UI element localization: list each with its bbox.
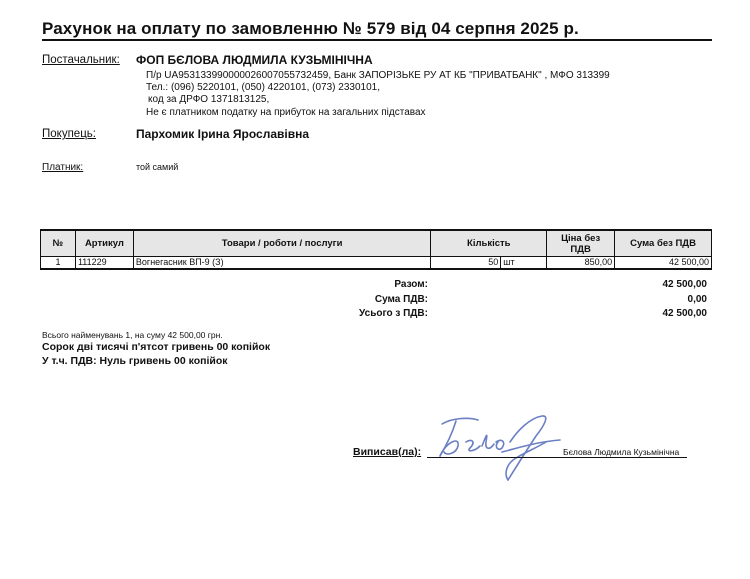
- col-header-article: Артикул: [75, 230, 133, 257]
- row-qty: 50: [431, 257, 501, 270]
- items-table: [40, 229, 712, 270]
- total-value: 42 500,00: [662, 279, 707, 290]
- table-header-row: [41, 230, 712, 257]
- row-article: 111229: [75, 257, 133, 270]
- row-goods-name: Вогнегасник ВП-9 (З): [133, 257, 430, 270]
- payer-label: Платник:: [42, 162, 84, 173]
- supplier-account: П/р UA953133990000026007055732459, Банк ЗАПОРІЗЬКЕ РУ АТ КБ "ПРИВАТБАНК" , МФО 313399: [146, 70, 610, 81]
- supplier-name: ФОП БЄЛОВА ЛЮДМИЛА КУЗЬМІНІЧНА: [136, 53, 373, 67]
- row-price: 850,00: [547, 257, 615, 270]
- table-row: [41, 257, 712, 270]
- row-sum: 42 500,00: [615, 257, 712, 270]
- invoice-title: Рахунок на оплату по замовленню № 579 від 04 серпня 2025 р.: [42, 19, 579, 38]
- handwritten-signature: [432, 412, 582, 487]
- supplier-phones: Тел.: (096) 5220101, (050) 4220101, (073) 2330101,: [146, 82, 380, 93]
- total-label: Разом:: [394, 279, 428, 290]
- col-header-goods: Товари / роботи / послуги: [133, 230, 430, 257]
- supplier-tax-note: Не є платником податку на прибуток на загальних підставах: [146, 107, 426, 118]
- vat-label: Сума ПДВ:: [374, 294, 428, 305]
- signed-by-label: Виписав(ла):: [353, 446, 422, 458]
- signature-line: [427, 457, 687, 458]
- row-unit: шт: [501, 257, 547, 270]
- col-header-qty: Кількість: [431, 230, 547, 257]
- vat-in-words: У т.ч. ПДВ: Нуль гривень 00 копійок: [42, 355, 228, 367]
- buyer-name: Пархомик Ірина Ярославівна: [136, 127, 310, 141]
- vat-value: 0,00: [687, 294, 707, 305]
- col-header-price-line2: ПДВ: [570, 243, 591, 255]
- payer-value: той самий: [136, 162, 179, 172]
- col-header-price-line1: Ціна без: [561, 232, 601, 244]
- supplier-code: код за ДРФО 1371813125,: [148, 94, 270, 105]
- col-header-sum: Сума без ПДВ: [615, 230, 712, 257]
- col-header-no: №: [41, 230, 76, 257]
- supplier-label: Постачальник:: [42, 54, 120, 66]
- col-header-price: [547, 230, 615, 257]
- amount-in-words: Сорок дві тисячі п'ятсот гривень 00 копійок: [42, 341, 271, 353]
- grand-total-value: 42 500,00: [662, 308, 707, 319]
- title-divider: [42, 39, 712, 41]
- items-count-summary: Всього найменувань 1, на суму 42 500,00 грн.: [42, 330, 223, 340]
- grand-total-label: Усього з ПДВ:: [359, 308, 428, 319]
- row-no: 1: [41, 257, 76, 270]
- buyer-label: Покупець:: [42, 128, 96, 140]
- signer-name: Бєлова Людмила Кузьмінічна: [563, 447, 680, 457]
